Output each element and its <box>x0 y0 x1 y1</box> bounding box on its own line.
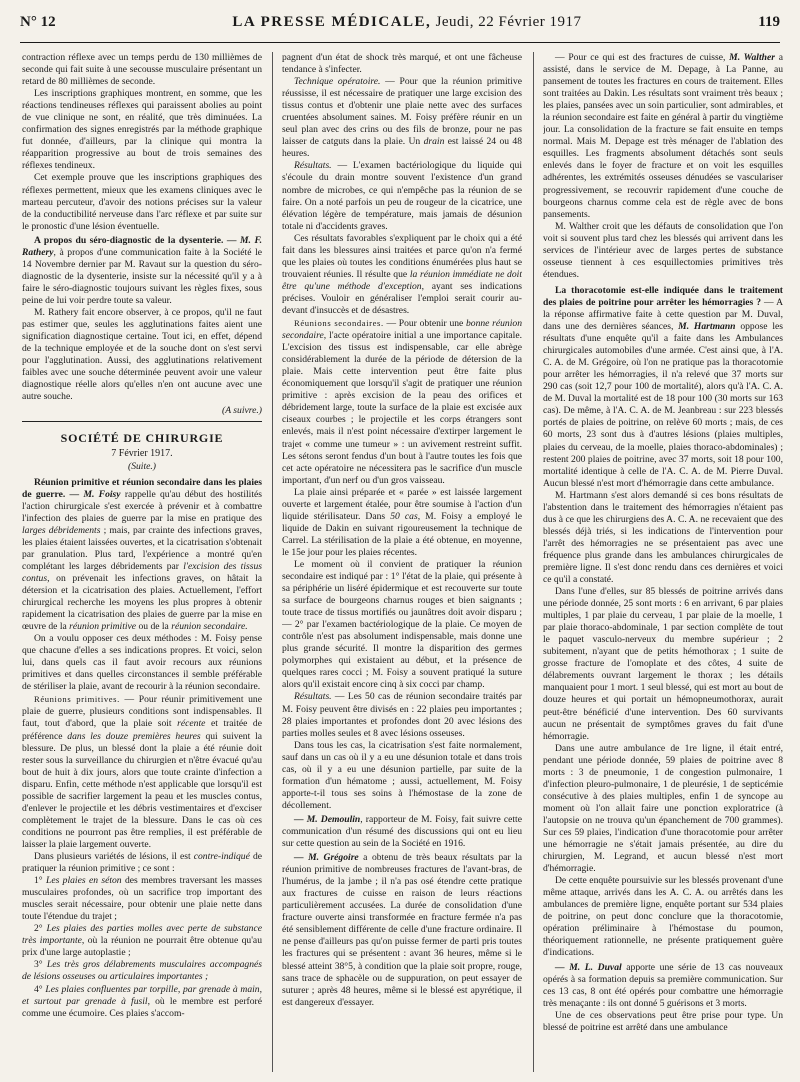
paragraph <box>282 233 522 317</box>
paragraph-text: , rapporteur de M. Foisy, fait suivre cette communication d'un résumé des discussions qui ont eu lieu sur cette question au sein de la Société en 1916. <box>282 813 522 850</box>
emphasis: larges débridements <box>22 524 101 536</box>
author-name: M. Hartmann <box>673 321 736 333</box>
paragraph-text: — Les 50 cas de réunion secondaire traités par M. Foisy peuvent être divisés en : 22 plaies peu importantes ; 28 plaies importantes et profondes dont 20 avec lésions des parties molles seules et 8 avec lésions osseuses. <box>282 691 522 739</box>
paragraph-text: apporte une série de 13 cas nouveaux opérés à sa formation depuis sa première communication. Sur ces 13 cas, 8 ont été opérés pour combattre une hémorragie très menaçante : ils ont donné 5 guérisons et 3 morts. <box>543 961 783 1009</box>
paragraph <box>543 962 783 1010</box>
paragraph: De cette enquête poursuivie sur les blessés provenant d'une même attaque, arrivés dans les A. C. A. ou arrêtés dans les ambulances de première ligne, enquête portant sur 534 plaies de poitrine, on peut donc conclure que la thoracotomie, opération préliminaire à l'hémostase du poumon, théoriquement rationnelle, ne présente pratiquement guère d'indications. <box>543 875 783 959</box>
emphasis: drain <box>420 136 445 148</box>
paragraph-text: — Pour ce qui est des fractures de cuisse, <box>555 52 726 63</box>
paragraph <box>22 851 262 875</box>
paragraph-text: , M. Foisy a employé le liquide de Dakin en suivant rigoureusement la technique de Carrel. La stérilisation de la plaie a été obtenue, en moyenne, le 15e jour pour les plaies récentes. <box>282 510 522 558</box>
paragraph: Dans l'une d'elles, sur 85 blessés de poitrine arrivés dans une période donnée, 25 sont morts : 6 en arrivant, 6 par plaies multiples, 1 par plaie du cerveau, 1 par plaie de la moelle, 1 par plaie thoraco-abdominale, 1 par section complète de tout le paquet vasculo-nerveux du membre supérieur ; 2 subitement, n'ayant que de petits hémothorax ; 1 suite de grosse fracture de l'omoplate et des côtes, 4 suite de délabrements ouvrant largement le thorax ; les détails manquaient pour 1 mort. 1 seul blessé, qui est mort au bout de douze heures et qui portait un hémopneumothorax, aurait peut-être bénéficié d'une intervention. Des 60 survivants aucun ne présentait de symptômes graves du fait d'une hémorragie. <box>543 586 783 742</box>
author-name: M. F. Rathery <box>22 234 262 258</box>
paragraph: On a voulu opposer ces deux méthodes : M. Foisy pense que chacune d'elles a ses indications propres. Et voici, selon lui, dans quels cas il faut avoir recours aux réunions primitives et dans quelles circonstances il semble préférable de stériliser la plaie, avant de recourir à la réunion secondaire. <box>22 633 262 693</box>
column-right <box>543 52 783 1076</box>
emphasis: dans les douze premières heures <box>62 730 201 742</box>
list-number: 1° <box>34 875 43 887</box>
paragraph <box>22 235 262 307</box>
paragraph-text: Dans plusieurs variétés de lésions, il est <box>34 851 191 862</box>
list-item <box>22 984 262 1020</box>
paragraph-text: , où la réunion ne pourrait être obtenue qu'au prix d'une large autoplastie ; <box>22 935 262 959</box>
paragraph-text: qui suivent la blessure. De plus, un blessé dont la plaie a été réunie doit rester sous la surveillance du chirurgien et n'être évacué qu'au bout de huit à dix jours, alors que toute crainte d'infection a disparu. Enfin, cette méthode n'est applicable que lorsqu'il est possible de sacrifier largement la peau et les muscles contus, d'enlever le projectile et les débris vestimentaires et d'exciser complètement le trajet de la blessure. Dans le cas où ces conditions ne pourront pas être remplies, il est préférable de laisser la plaie largement ouverte. <box>22 730 262 850</box>
to-be-continued: (A suivre.) <box>222 405 262 417</box>
emphasis: la réunion immédiate ne doit être qu'une méthode d'exception <box>282 268 522 292</box>
paragraph <box>543 52 783 221</box>
paragraph-text: des membres traversant les masses musculaires profondes, où un sacrifice trop important des muscles serait nécessaire, pour obtenir une plaie nette dans toute l'étendue du trajet ; <box>22 875 262 923</box>
column-left <box>22 52 262 1076</box>
paragraph-text: — Pour que la réunion primitive réussisse, il est nécessaire de pratiquer une large excision des tissus contus et d'obtenir une plaie nette avec des surfaces cruentées absolument saines. M. Foisy préfère réunir en un seul plan avec des crins ou des fils de bronze, pour ne pas laisser de catguts dans la plaie. Un <box>282 76 522 148</box>
paragraph-text: Ces résultats favorables s'expliquent par le choix qui a été fait dans les blessures ainsi traitées et parce qu'on n'a fermé que les plaies où toutes les conditions énumérées plus haut se trouvaient réunies. Il résulte que <box>282 232 522 280</box>
emphasis: bonne réunion secondaire <box>282 318 522 342</box>
list-number: 3° <box>34 959 43 971</box>
paragraph-text: rappelle qu'au début des hostilités l'action chirurgicale s'est exercée à prévenir et à combattre l'infection des plaies de guerre par la mise en pratique des <box>22 488 262 524</box>
subsection-label: Réunions primitives. <box>34 694 120 705</box>
issue-number: N° 12 <box>20 14 56 30</box>
paragraph: Cet exemple prouve que les inscriptions graphiques des réflexes permettent, mieux que les examens cliniques avec le marteau percuteur, d'avoir des notions précises sur la valeur de la conductibilité nerveuse dans l'arc réflexe et par suite sur le pronostic d'une lésion éventuelle. <box>22 172 262 232</box>
paragraph-text: , ayant ses indications précises. Vouloir en généraliser l'emploi serait courir au-devant d'insuccès et de désastres. <box>282 280 522 316</box>
emphasis: l'excision des tissus contus <box>22 560 262 584</box>
emphasis: 50 cas <box>385 510 418 522</box>
paragraph-text: de pratiquer la réunion primitive ; ce sont : <box>22 851 262 875</box>
section-rule <box>22 421 262 422</box>
paragraph: Le moment où il convient de pratiquer la réunion secondaire est indiqué par : 1° l'état de la plaie, qui présente à sa périphérie un liséré épidermique et est recouverte sur toute sa surface de bourgeons charnus rouges et bien saignants ; toute trace de tissus mortifiés ou jaunâtres doit avoir disparu ; — 2° par l'examen bactériologique de la plaie. Ce moyen de contrôle n'est pas absolument indispensable, mais donne une plus grande sécurité. Il montre la disparition des germes polymorphes qui existaient au début, et la présence de quelques rares cocci ; M. Foisy a souvent pratiqué la suture alors qu'il existait encore cinq à six cocci par champ. <box>282 558 522 691</box>
emphasis: Les plaies confluentes par torpille, par grenade à main, et surtout par grenade à fusil <box>22 983 262 1007</box>
column-rule <box>533 52 534 1072</box>
journal-title: LA PRESSE MÉDICALE, <box>232 14 432 30</box>
subheading: Technique opératoire. <box>294 76 381 88</box>
emphasis: contre-indiqué <box>190 851 250 862</box>
paragraph <box>22 477 262 634</box>
page-header <box>20 14 780 43</box>
paragraph <box>282 76 522 160</box>
issue-date: Jeudi, 22 Février 1917 <box>435 14 582 30</box>
paragraph-text: a assisté, dans le service de M. Depage, à La Panne, au pansement de toutes les fractures en cours de traitement. Elles sont traitées au Dakin. Les résultats sont vraiment très beaux ; les plaies, pansées avec un soin particulier, sont admirables, et la réunion secondaire est faite en général à partir du vingtième jour. La consolidation de la fracture se fait ensuite en temps normal. Mais M. Depage est très ménager de l'ablation des esquilles. Les fragments absolument détachés sont seuls enlevés dans le foyer de fracture et on voit les esquilles adhérentes, les extrémités osseuses dénudées se vasculariser progressivement, se recouvrir rapidement d'une couche de bourgeons charnus comme cela est de règle avec de bons pansements. <box>543 52 783 220</box>
author-name: — M. Demoulin <box>294 813 361 825</box>
paragraph: M. Hartmann s'est alors demandé si ces bons résultats de l'abstention dans le traitement des hémorragies n'étaient pas dus à ce que les chirurgiens des A. C. A. ne recevaient que des blessés déjà triés, si les indications de l'intervention pour l'arrêt des hémorragies ne se présentaient pas avec une fréquence plus grande dans les ambulances chirurgicales de première ligne. Il s'est donc rendu dans ces dernières et voici ce qu'il a constaté. <box>543 489 783 586</box>
subsection-label: Réunions secondaires. <box>294 318 384 329</box>
author-name: M. Foisy <box>83 488 121 500</box>
paragraph <box>282 852 522 1009</box>
paragraph: pagnent d'un état de shock très marqué, et ont une fâcheuse tendance à s'infecter. <box>282 52 522 76</box>
list-number: 4° <box>34 983 43 995</box>
subheading: Résultats. <box>294 691 332 703</box>
paragraph <box>282 317 522 487</box>
paragraph: Dans tous les cas, la cicatrisation s'est faite normalement, sauf dans un cas où il y a eu une désunion totale et dans trois cas, où il y a eu une désunion partielle, par suite de la formation d'un hématome ; aussi, actuellement, M. Foisy apporte-t-il tous ses soins à l'hémostase de la zone de décollement. <box>282 739 522 811</box>
paragraph: Une de ces observations peut être prise pour type. Un blessé de poitrine est arrêté dans une ambulance <box>543 1009 783 1033</box>
paragraph-text: et traitée de préférence <box>22 718 262 742</box>
paragraph-text: , on prévenait les infections graves, on hâtait la détersion et la cicatrisation des plaies. Actuellement, l'effort chirurgical recherche les moyens les plus propres à obtenir rapidement la cicatrisation des plaies de guerre par la mise en œuvre de la <box>22 572 262 633</box>
masthead <box>232 14 581 31</box>
column-middle <box>282 52 522 1076</box>
paragraph-text: , où le membre est perforé comme une écumoire. Ces plaies s'accom- <box>22 995 262 1019</box>
article-title: La thoracotomie est-elle indiquée dans le traitement des plaies de poitrine pour arrêter les hémorragies ? <box>543 284 783 308</box>
emphasis: récente <box>171 718 206 730</box>
article-title: A propos du séro-diagnostic de la dysenterie. — <box>34 234 237 246</box>
paragraph-text: — Pour réunir primitivement une plaie de guerre, plusieurs conditions sont indispensables. Il faut, tout d'abord, que la plaie soit <box>22 694 262 730</box>
emphasis: Les plaies des parties molles avec perte de substance très importante <box>22 923 262 947</box>
paragraph <box>543 285 783 490</box>
paragraph: Les inscriptions graphiques montrent, en somme, que les réactions tendineuses réflexes qui paraissent abolies au point de vue clinique ne sont, en réalité, que très diminuées. La confirmation des signes enregistrés par la méthode graphique fut donnée, d'ailleurs, par la clinique qui montra la réapparition progressive au bout de trois semaines des réflexes tendineux. <box>22 88 262 172</box>
paragraph: contraction réflexe avec un temps perdu de 130 millièmes de seconde qui fait suite à une secousse musculaire présentant un retard de 80 millièmes de seconde. <box>22 52 262 88</box>
paragraph <box>282 160 522 232</box>
emphasis: Les très gros délabrements musculaires accompagnés de lésions osseuses ou articulaires importantes ; <box>22 959 262 983</box>
paragraph-text: , l'acte opératoire initial a une importance capitale. L'excision des tissus est indispensable, car elle abrège considérablement la durée de la période de détersion de la plaie. Mais cette intervention peut être faite plus économiquement que lorsqu'il s'agit de pratiquer une réunion primitive : après excision de la peau des orifices et débridement large, toute la surface de la plaie est excisée aux ciseaux courbes ; le projectile et les corps étrangers sont enlevés, mais il n'est point nécessaire d'extirper largement le trajet « comme une tumeur » : un avivement restreint suffit. Les sétons seront fendus d'un bout à l'autre toutes les fois que cet acte opératoire ne nécessitera pas le sacrifice d'un muscle important, d'un nerf ou d'un gros vaisseau. <box>282 330 522 486</box>
author-name: M. Walther <box>725 52 775 63</box>
paragraph-text: — L'examen bactériologique du liquide qui s'écoule du drain montre souvent l'existence d'un grand nombre de microbes, ce qui n'empêche pas la réunion de se faire. On a noté parfois un peu de rougeur de la cicatrice, une élévation légère de température, mais jamais de désunion totale ni d'accidents graves. <box>282 160 522 232</box>
paragraph-text: La plaie ainsi préparée et « parée » est laissée largement ouverte et largement étalée, pour être soumise à l'action d'un liquide stérilisateur. Dans <box>282 486 522 522</box>
paragraph <box>282 814 522 850</box>
paragraph-text: ou de la <box>136 621 169 633</box>
list-item <box>22 875 262 923</box>
paragraph: M. Walther croit que les défauts de consolidation que l'on voit si souvent plus tard chez les blessés qui arrivent dans les services de l'intérieur avec de larges pertes de substance osseuse tiennent à ces esquillectomies primitives très étendues. <box>543 220 783 280</box>
article-title: Réunion primitive et réunion secondaire dans les plaies de guerre. — <box>22 476 262 500</box>
paragraph-text: , à propos d'une communication faite à la Société le 14 Novembre dernier par M. Ravaut sur la question du séro-diagnostic de la dysenterie, insiste sur la nécessité qu'il y a à faire le séro-diagnostic toujours suivant les règles fixes, sous peine de lui voir perdre toute sa valeur. <box>22 246 262 306</box>
paragraph: M. Rathery fait encore observer, à ce propos, qu'il ne faut pas estimer que, seules les agglutinations faites aient une signification diagnostique certaine. Tout ici, en effet, dépend de la technique employée et de la souche dont on s'est servi pour l'agglutination. Aussi, des agglutinations relativement faibles avec une souche déterminée peuvent avoir une valeur diagnostique réelle alors qu'elles n'en ont aucune avec une autre souche. <box>22 306 262 403</box>
paragraph <box>22 693 262 851</box>
author-name: — M. Grégoire <box>294 852 359 864</box>
emphasis: réunion secondaire. <box>168 621 248 633</box>
paragraph-text: a obtenu de très beaux résultats par la réunion primitive de nombreuses fractures de l'avant-bras, de l'humérus, de la jambe ; il n'a pas osé étendre cette pratique aux fractures de cuisse en raison de leurs réactions particulièrement accusées. La durée de consolidation d'une fracture ouverte ainsi transformée en fracture fermée n'a pas été sensiblement différente de celle d'une fracture ordinaire. Il ne pense d'ailleurs pas qu'on puisse fermer de parti pris toutes les fractures qui se présentent : avant 36 heures, même si le blessé atteint 38°5, à condition que la plaie soit propre, rouge, sans trace de sphacèle ou de suppuration, on peut essayer de suturer ; après 48 heures, même si le blessé est apyrétique, il est dangereux d'essayer. <box>282 852 522 1008</box>
paragraph-text: ; mais, par crainte des infections graves, les plaies étaient laissées ouvertes, et la cicatrisation s'obtenait par granulation. Plus tard, l'expérience a montré qu'en complétant les larges débridements par <box>22 524 262 572</box>
subheading: Résultats. <box>294 160 332 172</box>
column-rule <box>272 52 273 1072</box>
paragraph-text: — A la réponse affirmative faite à cette question par M. Duval, dans une des dernières séances, <box>543 296 783 333</box>
section-date: 7 Février 1917. <box>111 448 173 460</box>
list-number: 2° <box>34 923 43 935</box>
paragraph-text: est laissé 24 ou 48 heures. <box>282 136 522 160</box>
section-title: SOCIÉTÉ DE CHIRURGIE <box>60 431 224 446</box>
emphasis: réunion primitive <box>66 621 137 633</box>
paragraph-text: oppose les résultats d'une enquête qu'il a faite dans les Ambulances chirurgicales automobiles d'une armée. C'est ainsi que, à l'A. C. A. de M. Grégoire, où l'on ne pratique pas la thoracotomie pour arrêter les hémorragies, il n'a relevé que 37 morts sur 290 cas (soit 12,7 pour 100 de mortalité), alors qu'à l'A. C. A. de M. Duval la mortalité est de 18 pour 100 (30 morts sur 163 cas). De même, à l'A. C. A. de M. Jeanbreau : sur 223 blessés portés de plaies de poitrine, on relève 60 morts ; mais, de ces 60 morts, 23 sont dus à d'autres lésions (plaies multiples, plaies du cerveau, de la moelle, plaies thoraco-abdominales) ; restent 200 plaies de poitrine, avec 37 morts, soit 18 pour 100, mortalité identique à celle de l'A. C. A. de M. Pierre Duval. Aucun blessé n'est mort d'hémorragie dans cette ambulance. <box>543 321 783 489</box>
list-item <box>22 923 262 959</box>
paragraph <box>282 691 522 739</box>
paragraph: Dans une autre ambulance de 1re ligne, il était entré, pendant une période donnée, 59 plaies de poitrine avec 8 morts : 3 de pneumonie, 1 de congestion pulmonaire, 1 d'infection pleuro-pulmonaire, 1 de pleurésie, 1 de septicémie consécutive à des plaies multiples, enfin 1 de syncope au moment où l'on allait faire une ponction exploratrice (à l'autopsie on ne trouva qu'un épanchement de 700 grammes). Sur ces 59 plaies, l'indication d'une thoracotomie pour arrêter une hémorragie ne s'était jamais présentée, au dire du chirurgien, M. Legrand, et aucun blessé n'est mort d'hémorragie. <box>543 742 783 875</box>
emphasis: Les plaies en séton <box>42 875 122 887</box>
page-number: 119 <box>758 14 780 30</box>
paragraph-text: — Pour obtenir une <box>383 318 464 330</box>
paragraph <box>282 487 522 559</box>
author-name: — M. L. Duval <box>555 961 622 973</box>
section-continued: (Suite.) <box>128 460 156 472</box>
list-item <box>22 959 262 983</box>
